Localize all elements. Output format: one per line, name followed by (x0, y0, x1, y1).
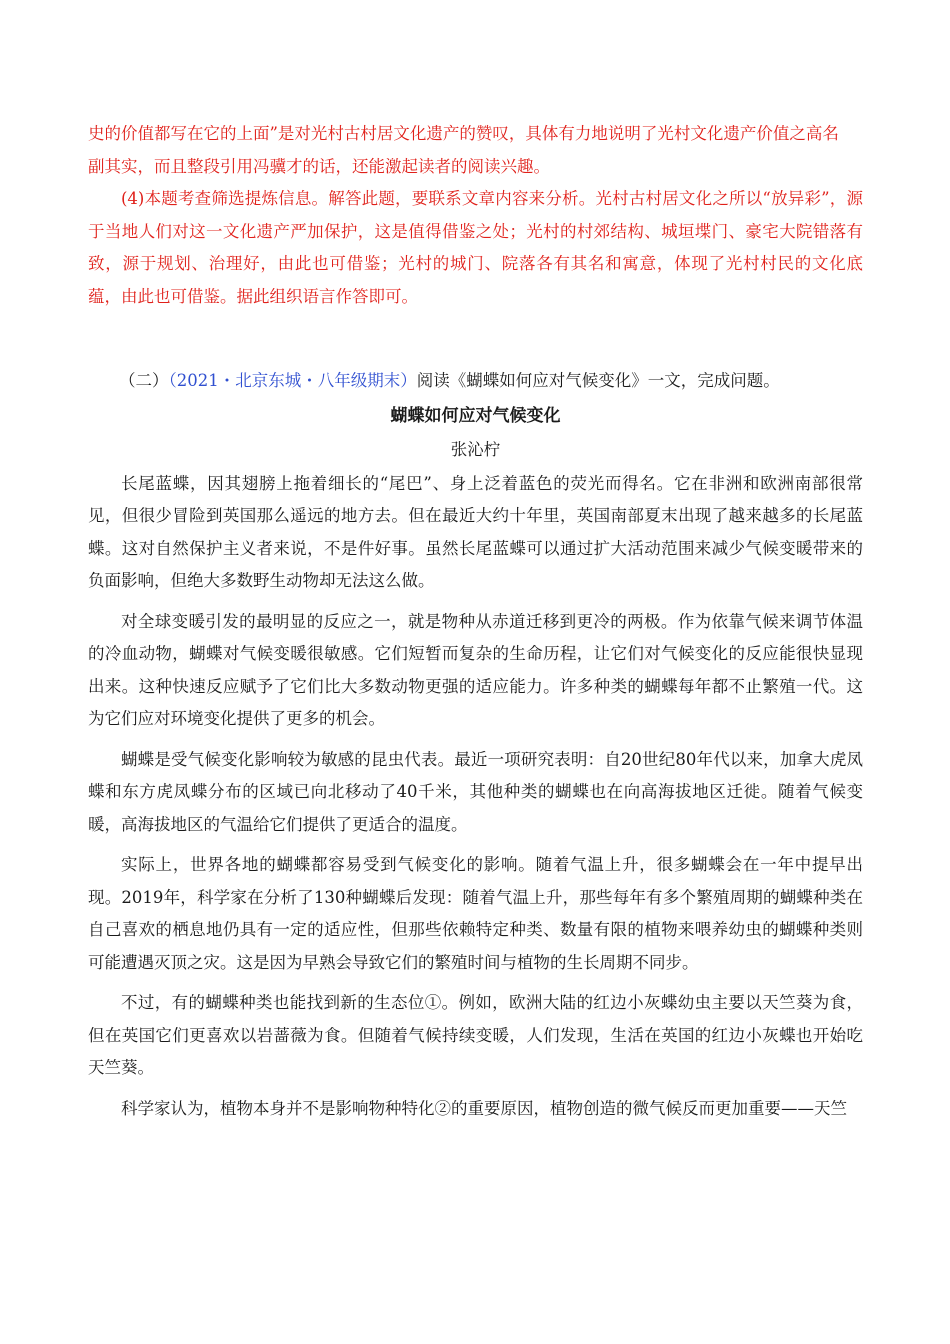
article-paragraph: 不过，有的蝴蝶种类也能找到新的生态位①。例如，欧洲大陆的红边小灰蝶幼虫主要以天竺葵为食，但在英国它们更喜欢以岩蔷薇为食。但随着气候持续变暖，人们发现，生活在英国的红边小灰蝶也开始吃天竺葵。 (88, 993, 863, 1077)
article-author: 张沁柠 (450, 439, 501, 459)
article-paragraph: 蝴蝶是受气候变化影响较为敏感的昆虫代表。最近一项研究表明：自20世纪80年代以来，加拿大虎凤蝶和东方虎凤蝶分布的区域已向北移动了40千米，其他种类的蝴蝶也在向高海拔地区迁徙。随着气候变暖，高海拔地区的气温给它们提供了更适合的温度。 (88, 749, 863, 834)
section-instruction: 阅读《蝴蝶如何应对气候变化》一文，完成问题。 (416, 371, 780, 390)
article-paragraph: 长尾蓝蝶，因其翅膀上拖着细长的“尾巴”、身上泛着蓝色的荧光而得名。它在非洲和欧洲南部很常见，但很少冒险到英国那么遥远的地方去。但在最近大约十年里，英国南部夏末出现了越来越多的长尾蓝蝶。这对自然保护主义者来说，不是件好事。虽然长尾蓝蝶可以通过扩大活动范围来减少气候变暖带来的负面影响，但绝大多数野生动物却无法这么做。 (88, 473, 863, 590)
article-title: 蝴蝶如何应对气候变化 (390, 405, 561, 426)
answer-explanation (88, 118, 863, 313)
section-source: （2021・北京东城・八年级期末） (168, 371, 417, 390)
article-paragraph: 实际上，世界各地的蝴蝶都容易受到气候变化的影响。随着气温上升，很多蝴蝶会在一年中提早出现。2019年，科学家在分析了130种蝴蝶后发现：随着气温上升，那些每年有多个繁殖周期的蝴蝶种类在自己喜欢的栖息地仍具有一定的适应性，但那些依赖特定种类、数量有限的植物来喂养幼虫的蝴蝶种类则可能遭遇灭顶之灾。这是因为早熟会导致它们的繁殖时间与植物的生长周期不同步。 (88, 855, 863, 972)
article-paragraph: 科学家认为，植物本身并不是影响物种特化②的重要原因，植物创造的微气候反而更加重要——天竺 (121, 1098, 847, 1118)
document-page (88, 118, 863, 1125)
section-number: （二） (119, 371, 169, 390)
answer-paragraph-4: (4)本题考查筛选提炼信息。解答此题，要联系文章内容来分析。光村古村居文化之所以“放异彩”，源于当地人们对这一文化遗产严加保护，这是值得借鉴之处；光村的村郊结构、城垣堞门、豪宅大院错落有致，源于规划、治理好，由此也可借鉴；光村的城门、院落各有其名和寓意，体现了光村村民的文化底蕴，由此也可借鉴。据此组织语言作答即可。 (88, 189, 863, 306)
answer-line: 副其实，而且整段引用冯骥才的话，还能激起读者的阅读兴趣。 (88, 156, 550, 176)
article-paragraph: 对全球变暖引发的最明显的反应之一，就是物种从赤道迁移到更冷的两极。作为依靠气候来调节体温的冷血动物，蝴蝶对气候变暖很敏感。它们短暂而复杂的生命历程，让它们对气候变化的反应能很快显现出来。这种快速反应赋予了它们比大多数动物更强的适应能力。许多种类的蝴蝶每年都不止繁殖一代。这为它们应对环境变化提供了更多的机会。 (88, 611, 863, 728)
article-body (88, 468, 863, 1126)
answer-line: 史的价值都写在它的上面”是对光村古村居文化遗产的赞叹，具体有力地说明了光村文化遗产价值之高名 (88, 124, 839, 143)
section-heading (88, 365, 863, 398)
